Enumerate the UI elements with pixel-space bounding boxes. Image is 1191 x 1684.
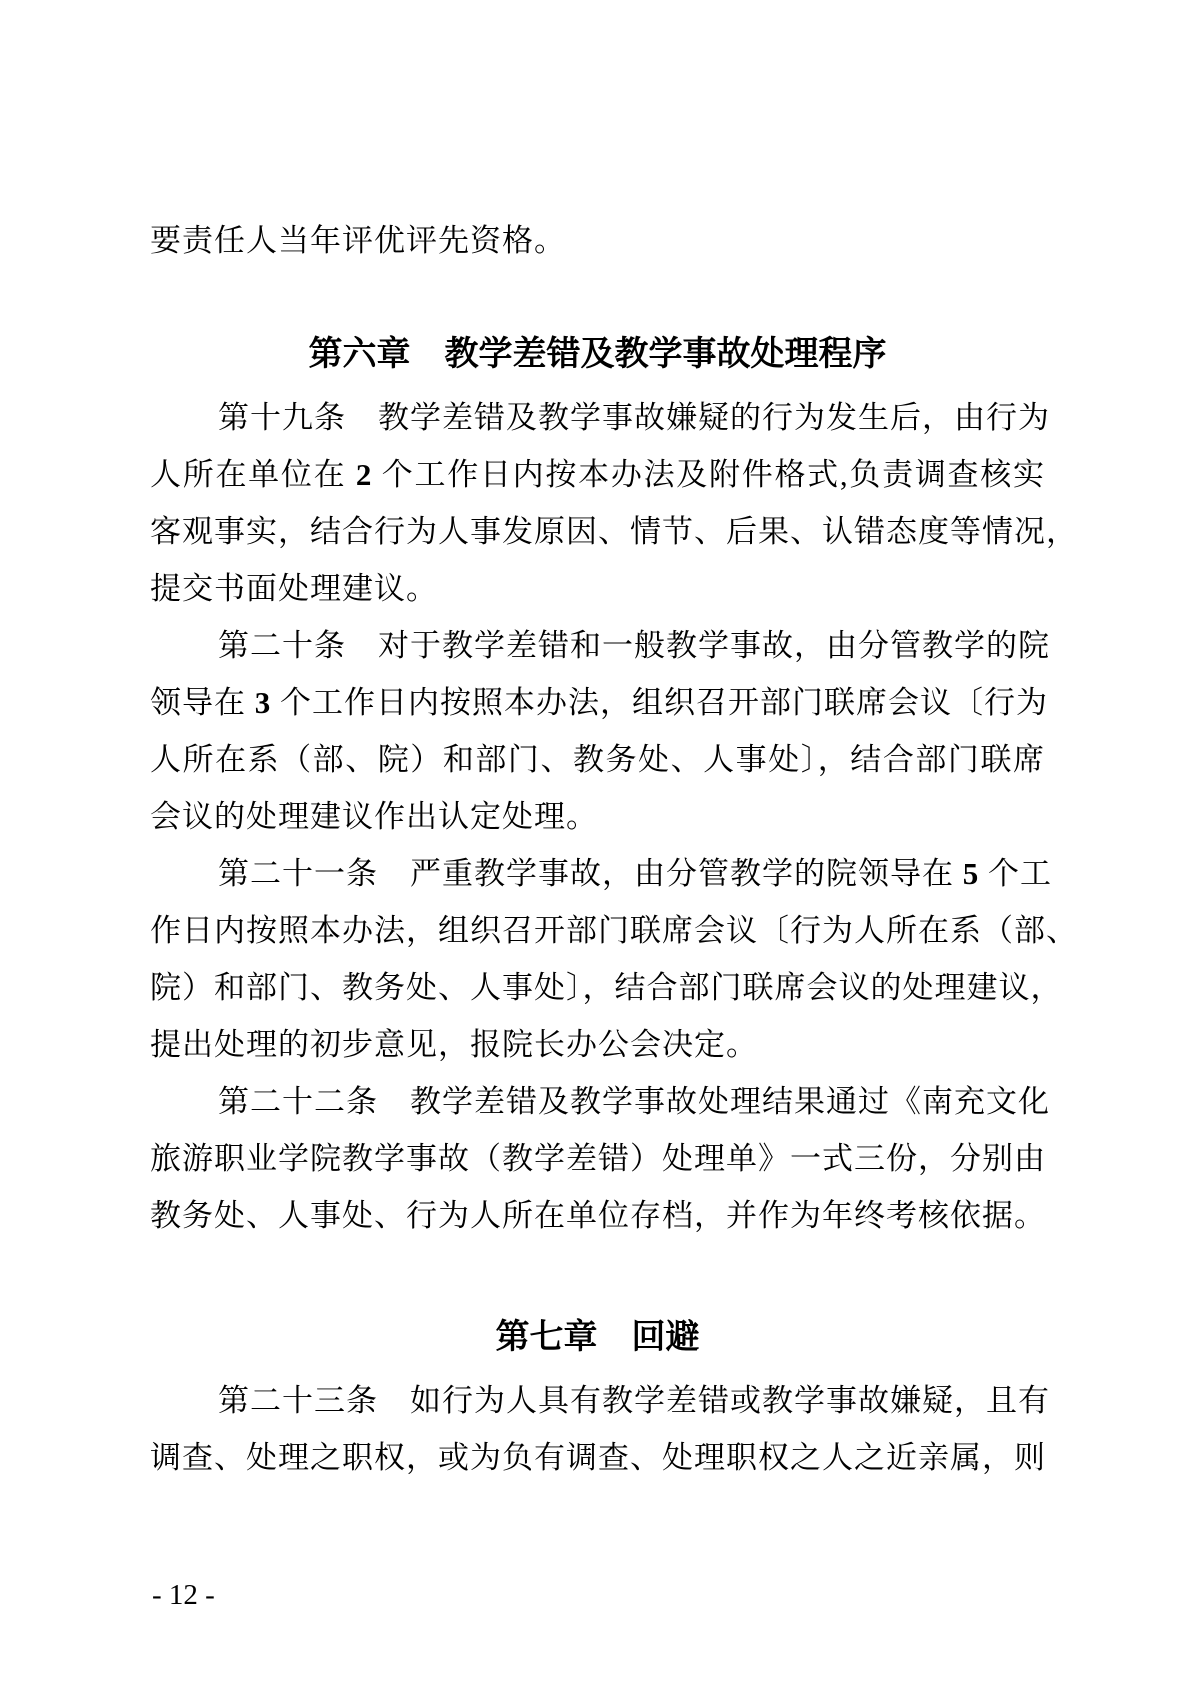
paragraph-line: 作日内按照本办法，组织召开部门联席会议〔行为人所在系（部、 [150,913,1078,948]
paragraph-line: 会议的处理建议作出认定处理。 [150,799,598,834]
paragraph-line: 客观事实，结合行为人事发原因、情节、后果、认错态度等情况， [150,514,1078,549]
paragraph-line: 院）和部门、教务处、人事处〕，结合部门联席会议的处理建议， [150,970,1063,1005]
paragraph-line: 第二十条 对于教学差错和一般教学事故，由分管教学的院 [218,628,1050,663]
article-19-paragraph [150,389,1078,617]
paragraph-line: 领导在 3 个工作日内按照本办法，组织召开部门联席会议〔行为 [150,685,1048,720]
chapter-6-heading: 第六章 教学差错及教学事故处理程序 [308,335,887,373]
article-22-paragraph [150,1073,1050,1244]
document-body [150,212,1078,1486]
article-20-paragraph [150,617,1050,845]
paragraph-line: 提交书面处理建议。 [150,571,438,606]
paragraph-line: 人所在系（部、院）和部门、教务处、人事处〕，结合部门联席 [150,742,1045,777]
article-23-paragraph [150,1372,1050,1486]
paragraph-line: 教务处、人事处、行为人所在单位存档，并作为年终考核依据。 [150,1198,1046,1233]
paragraph-line: 第二十二条 教学差错及教学事故处理结果通过《南充文化 [218,1084,1050,1119]
paragraph-line: 旅游职业学院教学事故（教学差错）处理单》一式三份，分别由 [150,1141,1046,1176]
paragraph-line: 调查、处理之职权，或为负有调查、处理职权之人之近亲属，则 [150,1440,1046,1475]
paragraph-line: 第十九条 教学差错及教学事故嫌疑的行为发生后，由行为 [218,400,1050,435]
page-number: - 12 - [152,1579,215,1611]
article-21-paragraph [150,845,1078,1073]
paragraph-line: 人所在单位在 2 个工作日内按本办法及附件格式,负责调查核实 [150,457,1045,492]
paragraph-line: 第二十三条 如行为人具有教学差错或教学事故嫌疑，且有 [218,1383,1050,1418]
paragraph-line: 第二十一条 严重教学事故，由分管教学的院领导在 5 个工 [218,856,1052,891]
chapter-7-heading: 第七章 回避 [495,1318,700,1356]
paragraph-line: 提出处理的初步意见，报院长办公会决定。 [150,1027,758,1062]
carryover-paragraph-line: 要责任人当年评优评先资格。 [150,223,566,258]
